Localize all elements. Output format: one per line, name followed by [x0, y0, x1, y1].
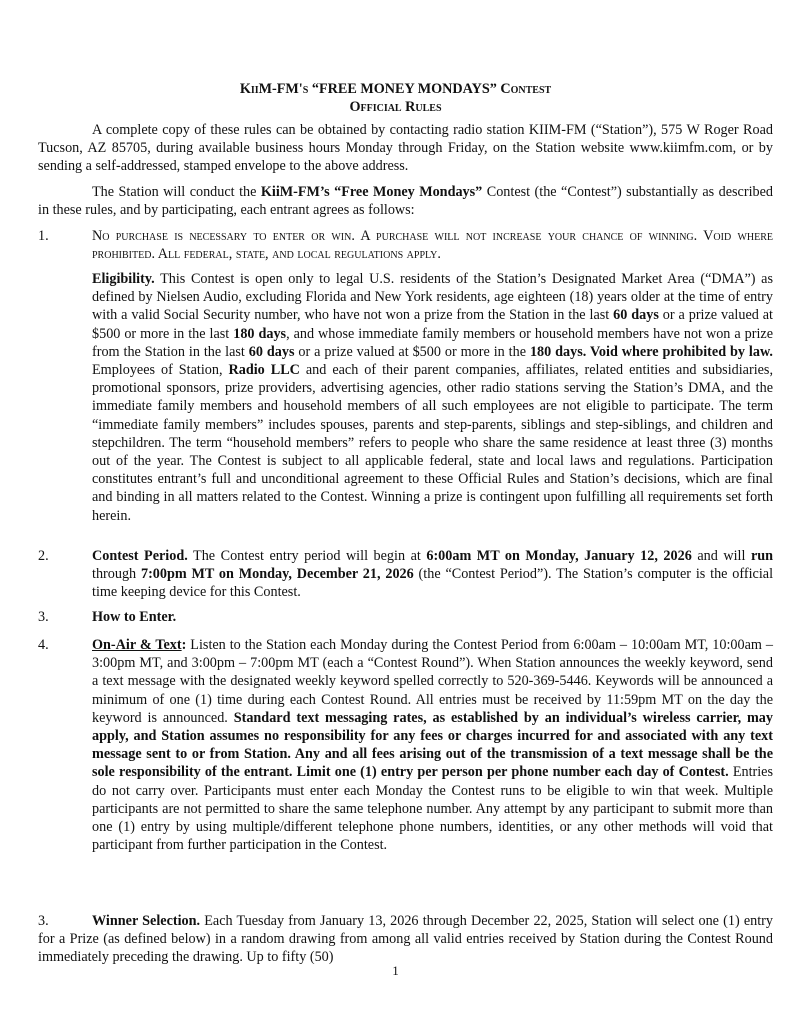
text-span: The Station will conduct the — [92, 184, 261, 200]
no-purchase-statement: No purchase is necessary to enter or win. A purchase will not increase your chance of winning. Void where prohibited. All federal, state, and local regulations apply. — [92, 228, 773, 263]
item-number: 2. — [38, 548, 49, 564]
document-subtitle: Official Rules — [349, 99, 442, 115]
text-span: Contest (the “Contest”) substantially as described in these rules, and by participating, each entrant agrees as follows: — [38, 184, 773, 219]
bold-span: Radio LLC — [228, 362, 300, 379]
eligibility-paragraph — [92, 270, 773, 525]
contest-name: KiiM-FM’s “Free Money Mondays” — [260, 184, 483, 200]
contest-period-text — [92, 547, 773, 602]
eligibility-heading: Eligibility. — [92, 271, 155, 287]
messaging-rates-notice: Standard text messaging rates, as established by an individual’s wireless carrier, may apply, and Station assumes no responsibility for any fees or charges incurred for and associated with any text message sent to or from Station. Any and all fees arising out of the transmission of a text message shall be the sole responsibility of the entrant. Limit one (1) entry per person per phone number each day of Contest. — [92, 709, 773, 781]
text-span: (the “Contest Period”). The Station’s computer is the official time keeping device for this Contest. — [92, 566, 774, 601]
bold-span: 180 days. Void where prohibited by law. — [529, 343, 773, 360]
on-air-text-paragraph — [92, 636, 773, 854]
bold-span: 60 days — [248, 343, 295, 360]
text-span: Listen to the Station each Monday during the Contest Period from 6:00am – 10:00am MT, 10:00am – 3:00pm MT, and 3:00pm – 7:00pm MT (each a “Contest Round”). When Station announces the weekly keyword, send a text message with the designated weekly keyword spelled correctly to 520-369-5446. Keywords will be announced a minimum of one (1) time during each Contest Round. All entries must be received by 11:59pm MT on the day the keyword is announced. — [92, 637, 773, 726]
how-to-enter-heading: How to Enter. — [92, 609, 177, 625]
text-span: through — [92, 566, 141, 583]
start-datetime: 6:00am MT on Monday, January 12, 2026 — [426, 548, 692, 564]
intro-paragraph-agreement — [38, 183, 773, 219]
bold-span: run — [750, 548, 774, 564]
text-span: and each of their parent companies, affiliates, related entities and subsidiaries, promotional sponsors, prize providers, advertising agencies, other radio stations serving the Station’s DMA, and the immediate family members and household members of all such employees are not eligible to participate. The term “immediate family members” includes spouses, parents and step-parents, siblings and step-siblings, and children and stepchildren. The term “household members” refers to people who share the same residence at least three (3) months out of the year. The Contest is subject to all applicable federal, state and local laws and regulations. Participation constitutes entrant’s full and unconditional agreement to these Official Rules and Station’s decisions, which are final and binding in all matters related to the Contest. Winning a prize is contingent upon fulfilling all requirements set forth herein. — [92, 362, 774, 524]
winner-selection-heading: Winner Selection. — [92, 913, 201, 929]
colon: : — [181, 637, 187, 653]
text-span: Entries do not carry over. Participants must enter each Monday the Contest runs to be eligible to win that week. Multiple participants are not permitted to share the same telephone number. Any attempt by any participant to submit more than one (1) entry by using multiple/different telephone phone numbers, identities, or any other methods will void that participant from further participation in the Contest. — [92, 764, 774, 854]
end-datetime: 7:00pm MT on Monday, December 21, 2026 — [140, 566, 414, 583]
bold-span: 60 days — [613, 307, 659, 324]
item-number: 3. — [38, 609, 49, 625]
text-span: and will — [691, 548, 751, 564]
intro-paragraph: A complete copy of these rules can be obtained by contacting radio station KIIM-FM (“Station”), 575 W Roger Road Tucson, AZ 85705, during available business hours Monday through Friday, on the Station website www.kiimfm.com, or by sending a self-addressed, stamped envelope to the above address. — [38, 122, 773, 175]
text-span: , and whose immediate family members or household members have not won a prize from the Station in the last — [92, 325, 773, 360]
how-to-enter-heading-wrap — [92, 608, 773, 626]
text-span: or a prize valued at $500 or more in the last — [92, 307, 773, 342]
document-title: KiiM-FM's “FREE MONEY MONDAYS” Contest — [239, 81, 552, 97]
text-span: The Contest entry period will begin at — [187, 548, 427, 564]
on-air-text-heading: On-Air & Text — [92, 637, 182, 653]
item-number: 4. — [38, 637, 49, 653]
text-span: or a prize valued at $500 or more in the — [294, 343, 530, 360]
text-span: This Contest is open only to legal U.S. residents of the Station’s Designated Market Area (“DMA”) as defined by Nielsen Audio, excluding Florida and New York residents, age eighteen (18) years older at the time of entry with a valid Social Security number, who have not won a prize from the Station in the last — [92, 271, 773, 324]
bold-span: 180 days — [233, 325, 287, 342]
page-number: 1 — [392, 963, 399, 978]
rule-item-winner-selection — [38, 912, 773, 967]
item-number: 1. — [38, 228, 49, 244]
text-span: Each Tuesday from January 13, 2026 through December 22, 2025, Station will select one (1) entry for a Prize (as defined below) in a random drawing from among all valid entries received by Station during the Contest Round immediately preceding the drawing. Up to fifty (50) — [38, 913, 773, 966]
contest-period-heading: Contest Period. — [92, 548, 188, 564]
text-span: Employees of Station, — [92, 362, 229, 379]
item-number: 3. — [38, 913, 49, 929]
